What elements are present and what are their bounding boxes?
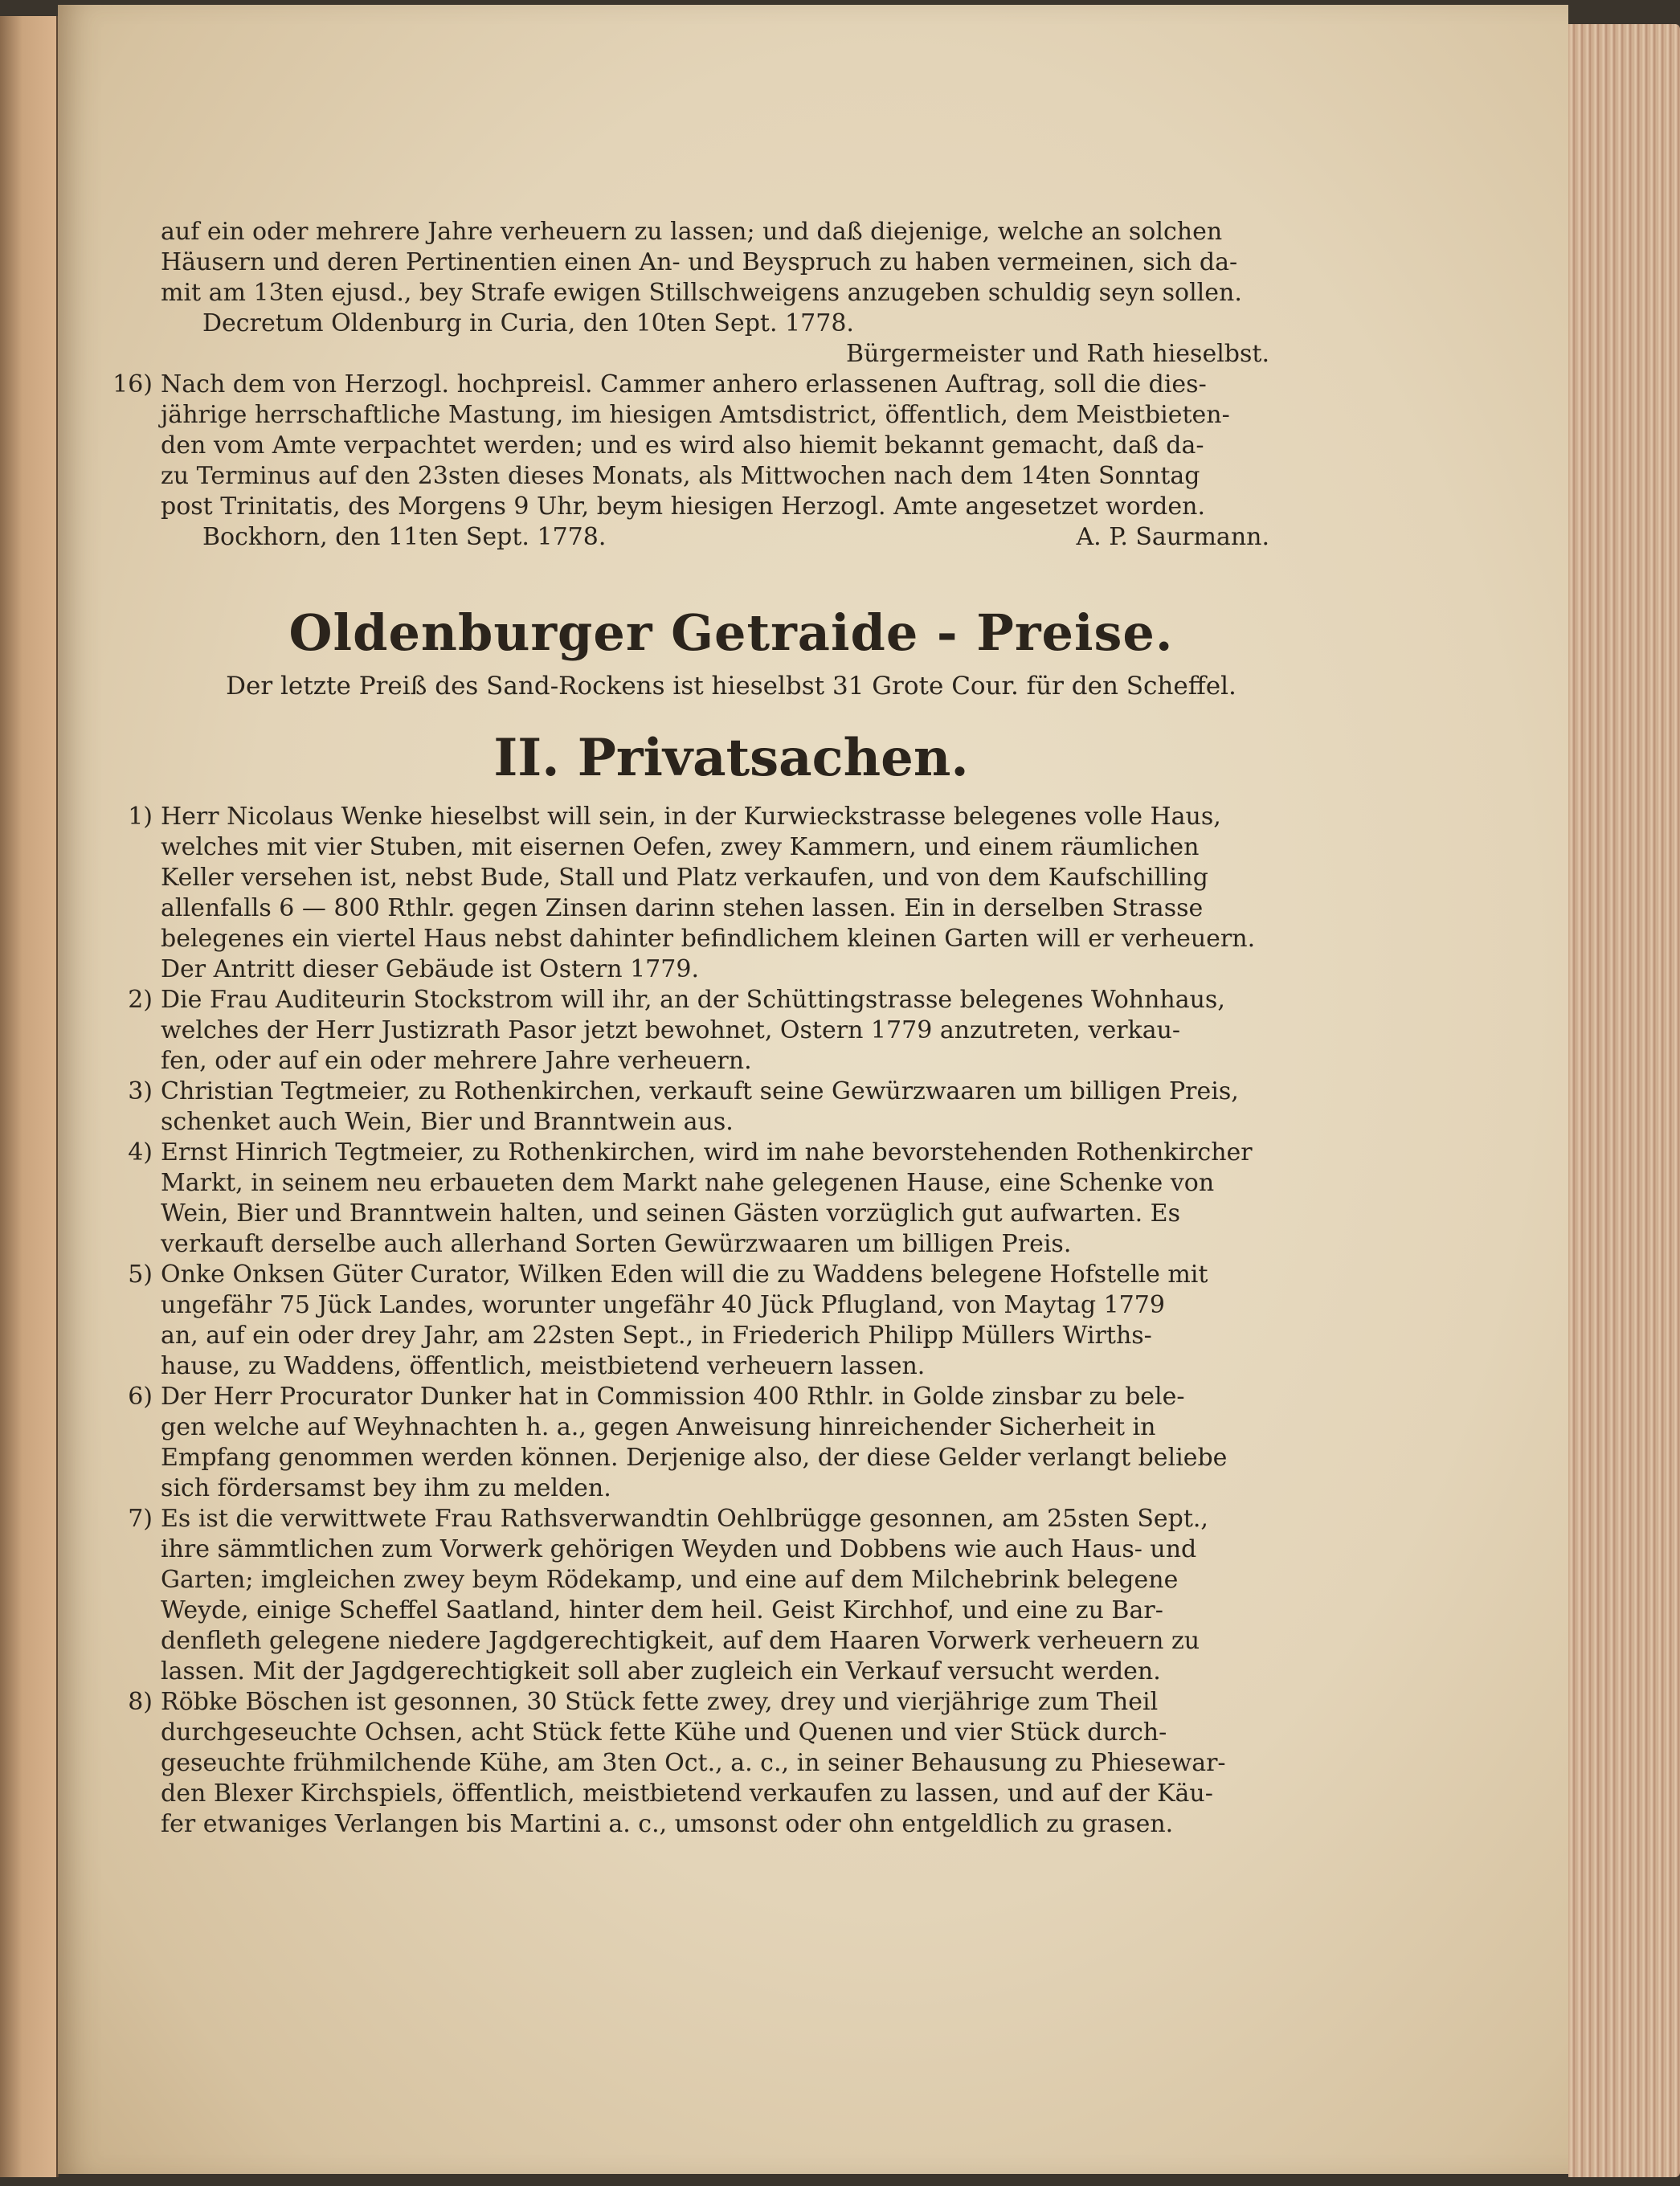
- text-line: Keller versehen ist, nebst Bude, Stall und Platz verkaufen, und von dem Kaufschilling: [161, 864, 1208, 892]
- entry-number: 5): [128, 1261, 153, 1289]
- text-line: welches mit vier Stuben, mit eisernen Oefen, zwey Kammern, und einem räumlichen: [161, 833, 1200, 861]
- place-signature-row: [161, 522, 1302, 553]
- previous-page-edge: [0, 16, 59, 2177]
- entry-number: 4): [128, 1138, 153, 1167]
- text-line: ungefähr 75 Jück Landes, worunter ungefähr 40 Jück Pflugland, von Maytag 1779: [161, 1291, 1165, 1319]
- text-line: fer etwaniges Verlangen bis Martini a. c., umsonst oder ohn entgeldlich zu grasen.: [161, 1810, 1174, 1838]
- private-entry-5: [128, 1260, 1302, 1382]
- page-text: [112, 217, 1302, 1840]
- text-line: gen welche auf Weyhnachten h. a., gegen Anweisung hinreichender Sicherheit in: [161, 1413, 1156, 1441]
- place-date: Bockhorn, den 11ten Sept. 1778.: [202, 523, 607, 551]
- text-line: Der Antritt dieser Gebäude ist Ostern 1779.: [161, 955, 699, 983]
- notice-16: [112, 370, 1302, 553]
- notice-continuation: [161, 217, 1302, 370]
- text-line: zu Terminus auf den 23sten dieses Monats, als Mittwochen nach dem 14ten Sonntag: [161, 462, 1200, 490]
- text-line: Weyde, einige Scheffel Saatland, hinter dem heil. Geist Kirchhof, und eine zu Bar-: [161, 1596, 1163, 1624]
- private-entry-3: [128, 1077, 1302, 1138]
- text-line: Christian Tegtmeier, zu Rothenkirchen, verkauft seine Gewürzwaaren um billigen Preis,: [161, 1077, 1239, 1105]
- text-line: mit am 13ten ejusd., bey Strafe ewigen Stillschweigens anzugeben schuldig seyn sollen.: [161, 279, 1242, 307]
- text-line: belegenes ein viertel Haus nebst dahinter befindlichem kleinen Garten will er verheuern.: [161, 925, 1256, 953]
- private-entry-1: [128, 802, 1302, 985]
- text-line: hause, zu Waddens, öffentlich, meistbietend verheuern lassen.: [161, 1352, 926, 1380]
- private-entry-6: [128, 1382, 1302, 1504]
- text-line: allenfalls 6 — 800 Rthlr. gegen Zinsen darinn stehen lassen. Ein in derselben Strasse: [161, 894, 1204, 922]
- text-line: Der Herr Procurator Dunker hat in Commission 400 Rthlr. in Golde zinsbar zu bele-: [161, 1383, 1185, 1411]
- text-line: geseuchte frühmilchende Kühe, am 3ten Oct., a. c., in seiner Behausung zu Phiesewar-: [161, 1749, 1226, 1777]
- entry-number: 16): [112, 370, 153, 398]
- text-line: an, auf ein oder drey Jahr, am 22sten Sept., in Friederich Philipp Müllers Wirths-: [161, 1322, 1152, 1350]
- text-line: den vom Amte verpachtet werden; und es wird also hiemit bekannt gemacht, daß da-: [161, 431, 1204, 460]
- text-line: ihre sämmtlichen zum Vorwerk gehörigen Weyden und Dobbens wie auch Haus- und: [161, 1535, 1197, 1563]
- grain-prices-heading: Oldenburger Getraide - Preise.: [288, 603, 1174, 662]
- signature: A. P. Saurmann.: [1076, 523, 1269, 551]
- text-line: Ernst Hinrich Tegtmeier, zu Rothenkirchen, wird im nahe bevorstehenden Rothenkircher: [161, 1138, 1253, 1167]
- text-line: denfleth gelegene niedere Jagdgerechtigkeit, auf dem Haaren Vorwerk verheuern zu: [161, 1627, 1200, 1655]
- entry-number: 6): [128, 1383, 153, 1411]
- text-line: jährige herrschaftliche Mastung, im hiesigen Amtsdistrict, öffentlich, dem Meistbieten-: [161, 401, 1230, 429]
- text-line: Es ist die verwittwete Frau Rathsverwandtin Oehlbrügge gesonnen, am 25sten Sept.,: [161, 1505, 1208, 1533]
- decree-line: Decretum Oldenburg in Curia, den 10ten Sept. 1778.: [202, 309, 854, 337]
- text-line: Röbke Böschen ist gesonnen, 30 Stück fette zwey, drey und vierjährige zum Theil: [161, 1688, 1159, 1716]
- text-line: sich fördersamst bey ihm zu melden.: [161, 1474, 611, 1502]
- text-line: Garten; imgleichen zwey beym Rödekamp, und eine auf dem Milchebrink belegene: [161, 1566, 1179, 1594]
- entry-number: 1): [128, 803, 153, 831]
- text-line: Markt, in seinem neu erbaueten dem Markt nahe gelegenen Hause, eine Schenke von: [161, 1169, 1215, 1197]
- text-line: Herr Nicolaus Wenke hieselbst will sein, in der Kurwieckstrasse belegenes volle Haus,: [161, 803, 1221, 831]
- text-line: Wein, Bier und Branntwein halten, und seinen Gästen vorzüglich gut aufwarten. Es: [161, 1199, 1180, 1228]
- section-heading: II. Privatsachen.: [493, 728, 969, 788]
- text-line: Nach dem von Herzogl. hochpreisl. Cammer anhero erlassenen Auftrag, soll die dies-: [161, 370, 1207, 398]
- text-line: Empfang genommen werden können. Derjenige also, der diese Gelder verlangt beliebe: [161, 1444, 1228, 1472]
- text-line: schenket auch Wein, Bier und Branntwein aus.: [161, 1108, 734, 1136]
- text-line: lassen. Mit der Jagdgerechtigkeit soll aber zugleich ein Verkauf versucht werden.: [161, 1657, 1161, 1685]
- private-entry-8: [128, 1687, 1302, 1840]
- text-line: fen, oder auf ein oder mehrere Jahre verheuern.: [161, 1047, 752, 1075]
- text-line: welches der Herr Justizrath Pasor jetzt bewohnet, Ostern 1779 anzutreten, verkau-: [161, 1016, 1181, 1044]
- text-line: auf ein oder mehrere Jahre verheuern zu lassen; und daß diejenige, welche an solchen: [161, 218, 1223, 246]
- page-stack-edges: [1568, 24, 1680, 2177]
- entry-number: 8): [128, 1688, 153, 1716]
- grain-price-line: Der letzte Preiß des Sand-Rockens ist hieselbst 31 Grote Cour. für den Scheffel.: [226, 672, 1236, 701]
- private-entry-4: [128, 1138, 1302, 1260]
- text-line: post Trinitatis, des Morgens 9 Uhr, beym hiesigen Herzogl. Amte angesetzet worden.: [161, 492, 1205, 521]
- private-entry-2: [128, 985, 1302, 1077]
- text-line: Onke Onksen Güter Curator, Wilken Eden will die zu Waddens belegene Hofstelle mit: [161, 1261, 1208, 1289]
- entry-number: 2): [128, 986, 153, 1014]
- entry-number: 3): [128, 1077, 153, 1105]
- text-line: Die Frau Auditeurin Stockstrom will ihr, an der Schüttingstrasse belegenes Wohnhaus,: [161, 986, 1225, 1014]
- text-line: Häusern und deren Pertinentien einen An- und Beyspruch zu haben vermeinen, sich da-: [161, 248, 1238, 276]
- text-line: durchgeseuchte Ochsen, acht Stück fette Kühe und Quenen und vier Stück durch-: [161, 1718, 1167, 1747]
- text-line: verkauft derselbe auch allerhand Sorten Gewürzwaaren um billigen Preis.: [161, 1230, 1072, 1258]
- entry-number: 7): [128, 1505, 153, 1533]
- text-line: den Blexer Kirchspiels, öffentlich, meistbietend verkaufen zu lassen, und auf der Käu-: [161, 1779, 1213, 1808]
- signature: Bürgermeister und Rath hieselbst.: [846, 340, 1269, 368]
- private-entry-7: [128, 1504, 1302, 1687]
